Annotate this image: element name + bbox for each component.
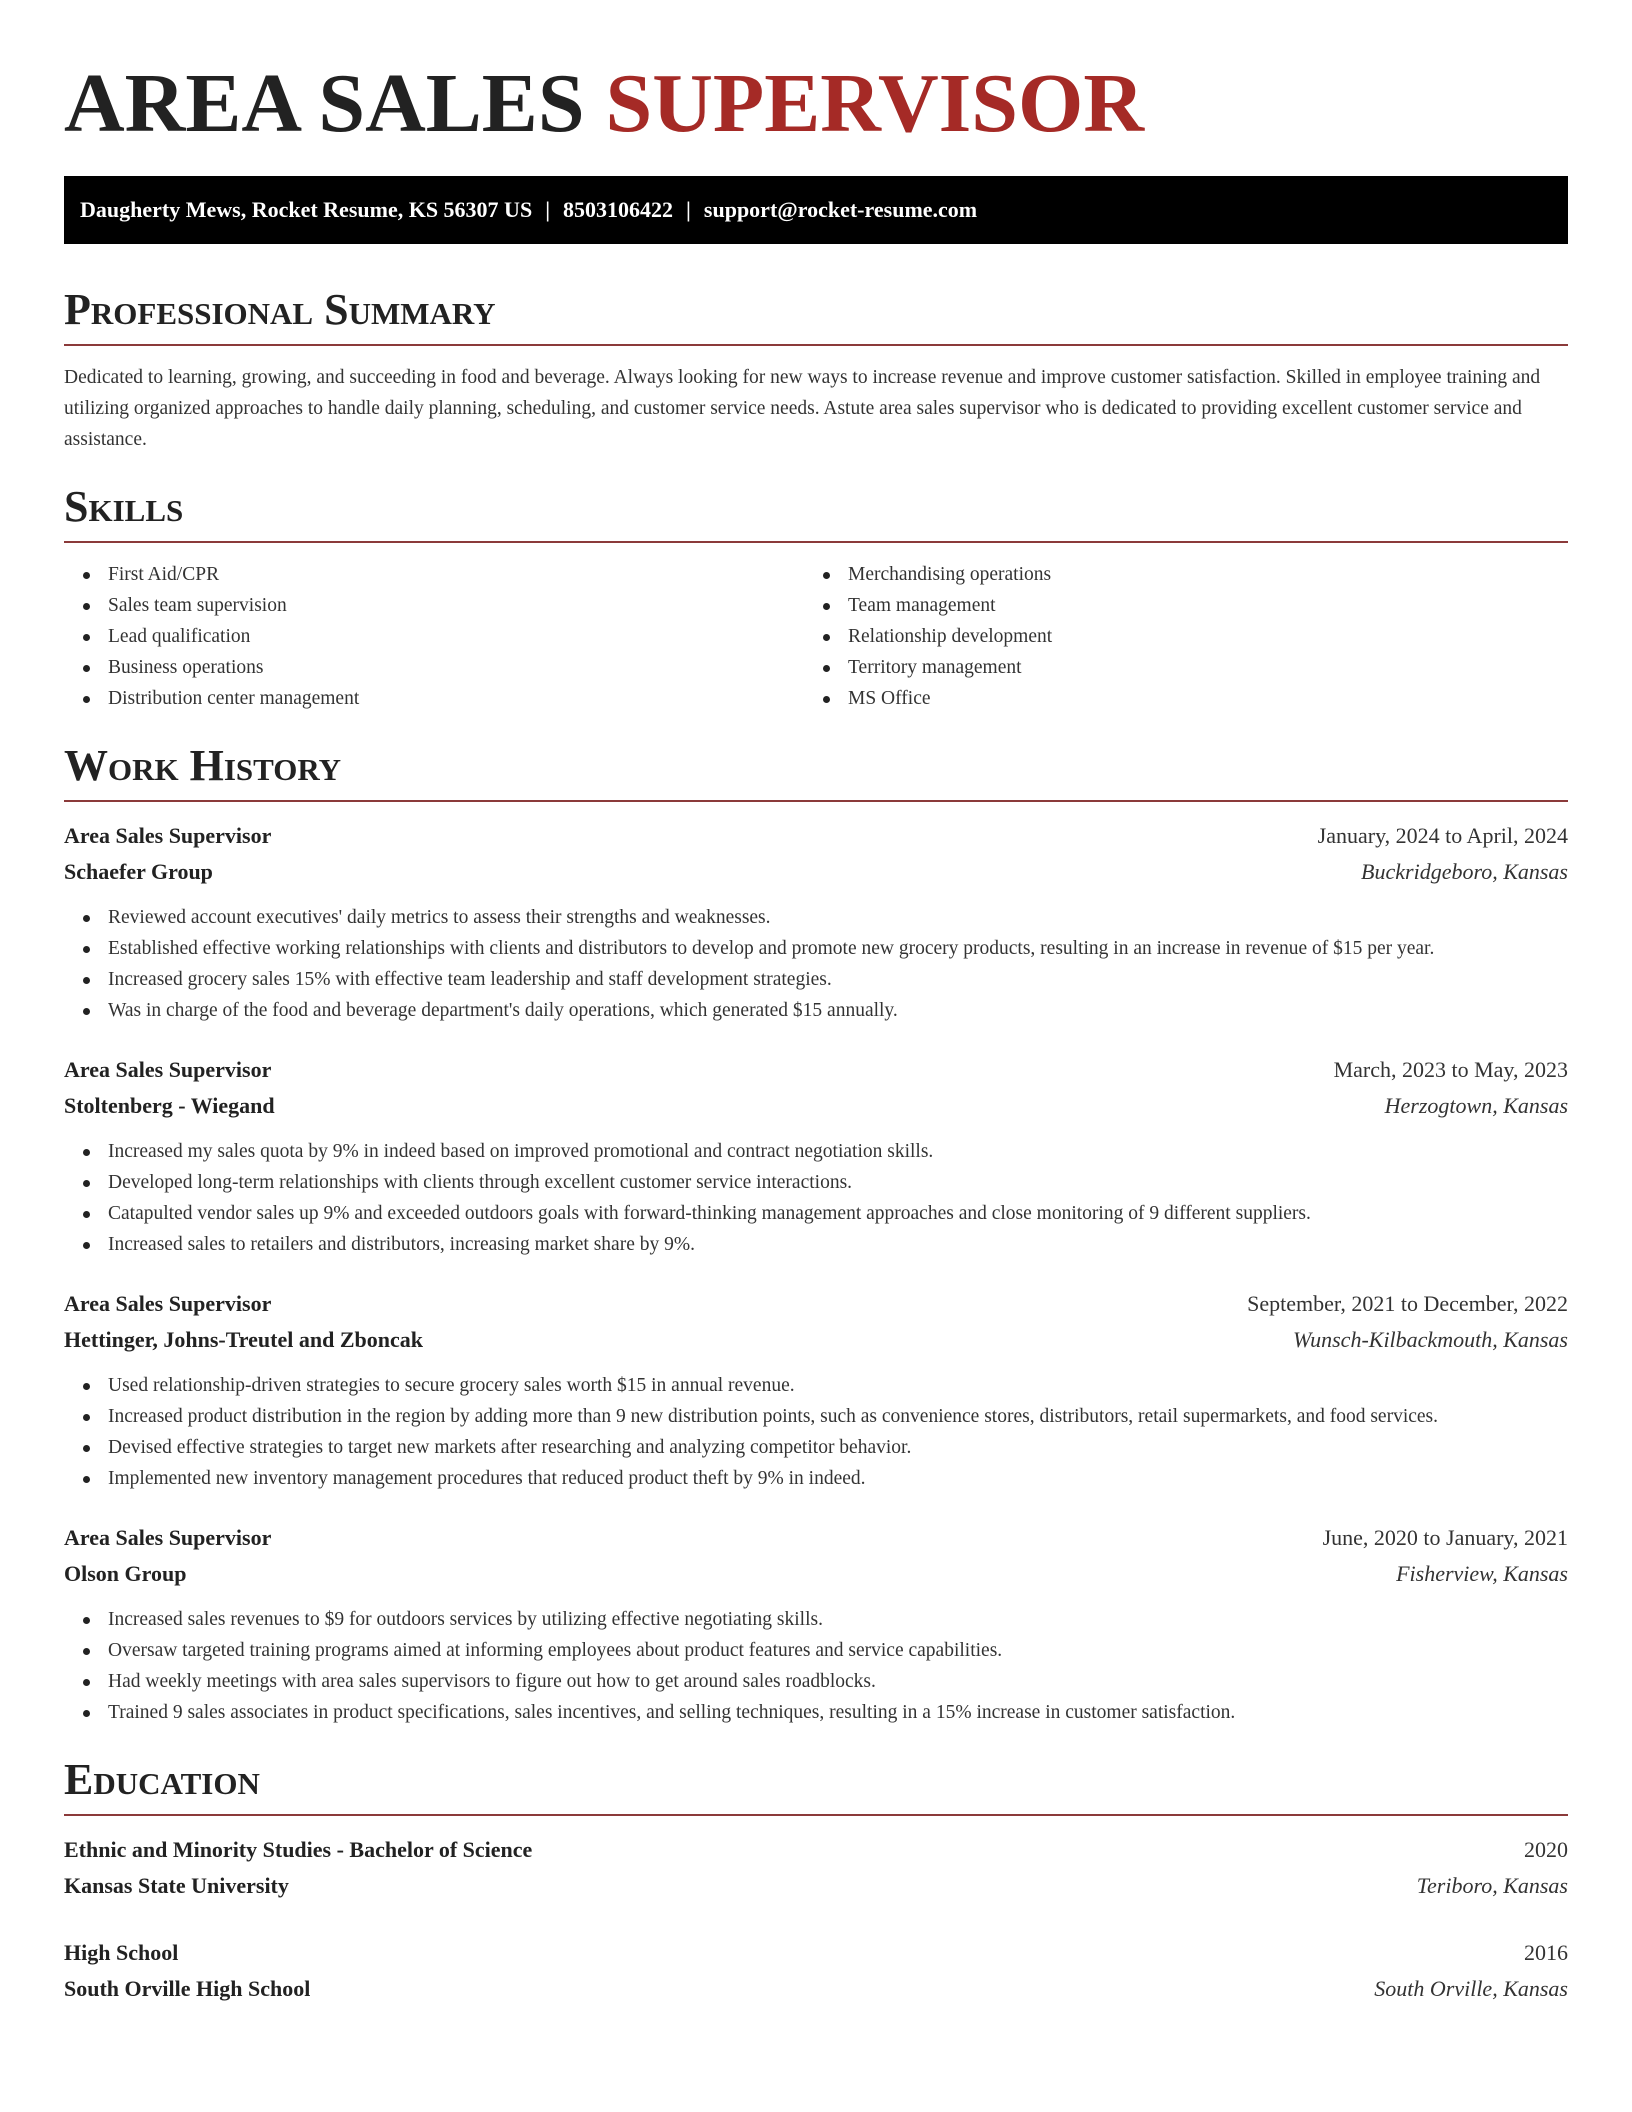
education-year: 2016 <box>1524 1940 1568 1965</box>
education-year: 2020 <box>1524 1837 1568 1862</box>
education-school: Kansas State University <box>64 1873 289 1898</box>
skill-item: Merchandising operations <box>804 559 1544 590</box>
job-dates: January, 2024 to April, 2024 <box>1317 823 1568 848</box>
education-school-row <box>64 1868 1568 1904</box>
job-bullet: Oversaw targeted training programs aimed at informing employees about product features and service capabilities. <box>64 1635 1568 1666</box>
skills-column-left <box>64 559 804 714</box>
section-divider <box>64 344 1568 346</box>
contact-phone[interactable]: 8503106422 <box>563 197 674 222</box>
education-heading: Education <box>64 1755 260 1804</box>
contact-email[interactable]: support@rocket-resume.com <box>703 197 978 222</box>
education-location: Teriboro, Kansas <box>1416 1873 1568 1898</box>
job-entry <box>64 1520 1568 1728</box>
job-bullet: Increased sales to retailers and distributors, increasing market share by 9%. <box>64 1229 1568 1260</box>
job-header-row <box>64 1052 1568 1088</box>
resume-title <box>64 0 1568 174</box>
education-header-row <box>64 1935 1568 1971</box>
skill-item: MS Office <box>804 683 1544 714</box>
job-title: Area Sales Supervisor <box>64 1525 272 1550</box>
resume-page <box>64 0 1568 2007</box>
contact-bar <box>64 176 1568 244</box>
job-title: Area Sales Supervisor <box>64 1291 272 1316</box>
section-divider <box>64 1814 1568 1816</box>
job-bullet: Increased grocery sales 15% with effective team leadership and staff development strategies. <box>64 964 1568 995</box>
skills-grid <box>64 559 1568 714</box>
job-bullet: Devised effective strategies to target new markets after researching and analyzing competitor behavior. <box>64 1432 1568 1463</box>
skill-item: Business operations <box>64 652 804 683</box>
skill-item: Relationship development <box>804 621 1544 652</box>
contact-address: Daugherty Mews, Rocket Resume, KS 56307 US <box>80 197 533 222</box>
job-location: Herzogtown, Kansas <box>1384 1093 1568 1118</box>
job-bullet: Trained 9 sales associates in product specifications, sales incentives, and selling techniques, resulting in a 15% increase in customer satisfaction. <box>64 1697 1568 1728</box>
job-company-row <box>64 1322 1568 1358</box>
skill-item: Territory management <box>804 652 1544 683</box>
skill-item: Sales team supervision <box>64 590 804 621</box>
job-entry <box>64 1286 1568 1494</box>
education-header-row <box>64 1832 1568 1868</box>
summary-heading: Professional Summary <box>64 285 496 334</box>
education-school-row <box>64 1971 1568 2007</box>
job-dates: September, 2021 to December, 2022 <box>1247 1291 1568 1316</box>
job-header-row <box>64 818 1568 854</box>
skill-item: First Aid/CPR <box>64 559 804 590</box>
job-header-row <box>64 1520 1568 1556</box>
job-company-row <box>64 1556 1568 1592</box>
job-bullets <box>64 902 1568 1026</box>
job-bullet: Increased sales revenues to $9 for outdoors services by utilizing effective negotiating skills. <box>64 1604 1568 1635</box>
job-bullets <box>64 1604 1568 1728</box>
job-title: Area Sales Supervisor <box>64 1057 272 1082</box>
job-company: Olson Group <box>64 1561 187 1586</box>
summary-text: Dedicated to learning, growing, and succeeding in food and beverage. Always looking for new ways to increase revenue and improve customer satisfaction. Skilled in employee training and utilizing organized approaches to handle daily planning, scheduling, and customer service needs. Astute area sales supervisor who is dedicated to providing excellent customer service and assistance. <box>64 367 1541 450</box>
job-bullets <box>64 1370 1568 1494</box>
education-degree: High School <box>64 1940 179 1965</box>
job-bullet: Reviewed account executives' daily metrics to assess their strengths and weaknesses. <box>64 902 1568 933</box>
education-degree: Ethnic and Minority Studies - Bachelor of Science <box>64 1837 533 1862</box>
skills-column-right <box>804 559 1544 714</box>
work-history-section <box>64 740 1568 1728</box>
job-bullet: Increased product distribution in the region by adding more than 9 new distribution points, such as convenience stores, distributors, retail supermarkets, and food services. <box>64 1401 1568 1432</box>
job-company: Stoltenberg - Wiegand <box>64 1093 275 1118</box>
job-bullets <box>64 1136 1568 1260</box>
skill-item: Lead qualification <box>64 621 804 652</box>
job-bullet: Had weekly meetings with area sales supervisors to figure out how to get around sales roadblocks. <box>64 1666 1568 1697</box>
job-header-row <box>64 1286 1568 1322</box>
work-history-heading: Work History <box>64 741 342 790</box>
section-divider <box>64 800 1568 802</box>
skills-section <box>64 481 1568 714</box>
job-company-row <box>64 854 1568 890</box>
job-bullet: Was in charge of the food and beverage department's daily operations, which generated $15 annually. <box>64 995 1568 1026</box>
job-location: Fisherview, Kansas <box>1396 1561 1568 1586</box>
job-title: Area Sales Supervisor <box>64 823 272 848</box>
contact-separator: | <box>545 197 551 222</box>
job-bullet: Established effective working relationships with clients and distributors to develop and promote new grocery products, resulting in an increase in revenue of $15 per year. <box>64 933 1568 964</box>
job-entry <box>64 1052 1568 1260</box>
education-school: South Orville High School <box>64 1976 311 2001</box>
job-bullet: Implemented new inventory management procedures that reduced product theft by 9% in indeed. <box>64 1463 1568 1494</box>
education-entry <box>64 1935 1568 2007</box>
education-location: South Orville, Kansas <box>1374 1976 1568 2001</box>
education-section <box>64 1754 1568 2007</box>
job-entry <box>64 818 1568 1026</box>
job-bullet: Used relationship-driven strategies to secure grocery sales worth $15 in annual revenue. <box>64 1370 1568 1401</box>
job-dates: March, 2023 to May, 2023 <box>1333 1057 1568 1082</box>
job-bullet: Increased my sales quota by 9% in indeed based on improved promotional and contract negotiation skills. <box>64 1136 1568 1167</box>
title-main: AREA SALES <box>64 57 606 150</box>
job-location: Buckridgeboro, Kansas <box>1361 859 1568 884</box>
skill-item: Distribution center management <box>64 683 804 714</box>
education-entry <box>64 1832 1568 1904</box>
skill-item: Team management <box>804 590 1544 621</box>
job-company: Schaefer Group <box>64 859 213 884</box>
job-location: Wunsch-Kilbackmouth, Kansas <box>1293 1327 1568 1352</box>
section-divider <box>64 541 1568 543</box>
job-company-row <box>64 1088 1568 1124</box>
job-company: Hettinger, Johns-Treutel and Zboncak <box>64 1327 423 1352</box>
skills-heading: Skills <box>64 482 184 531</box>
job-bullet: Developed long-term relationships with clients through excellent customer service interactions. <box>64 1167 1568 1198</box>
job-dates: June, 2020 to January, 2021 <box>1322 1525 1568 1550</box>
title-accent: SUPERVISOR <box>605 57 1145 150</box>
contact-separator: | <box>686 197 691 222</box>
summary-section <box>64 284 1568 455</box>
job-bullet: Catapulted vendor sales up 9% and exceeded outdoors goals with forward-thinking management approaches and close monitoring of 9 different suppliers. <box>64 1198 1568 1229</box>
